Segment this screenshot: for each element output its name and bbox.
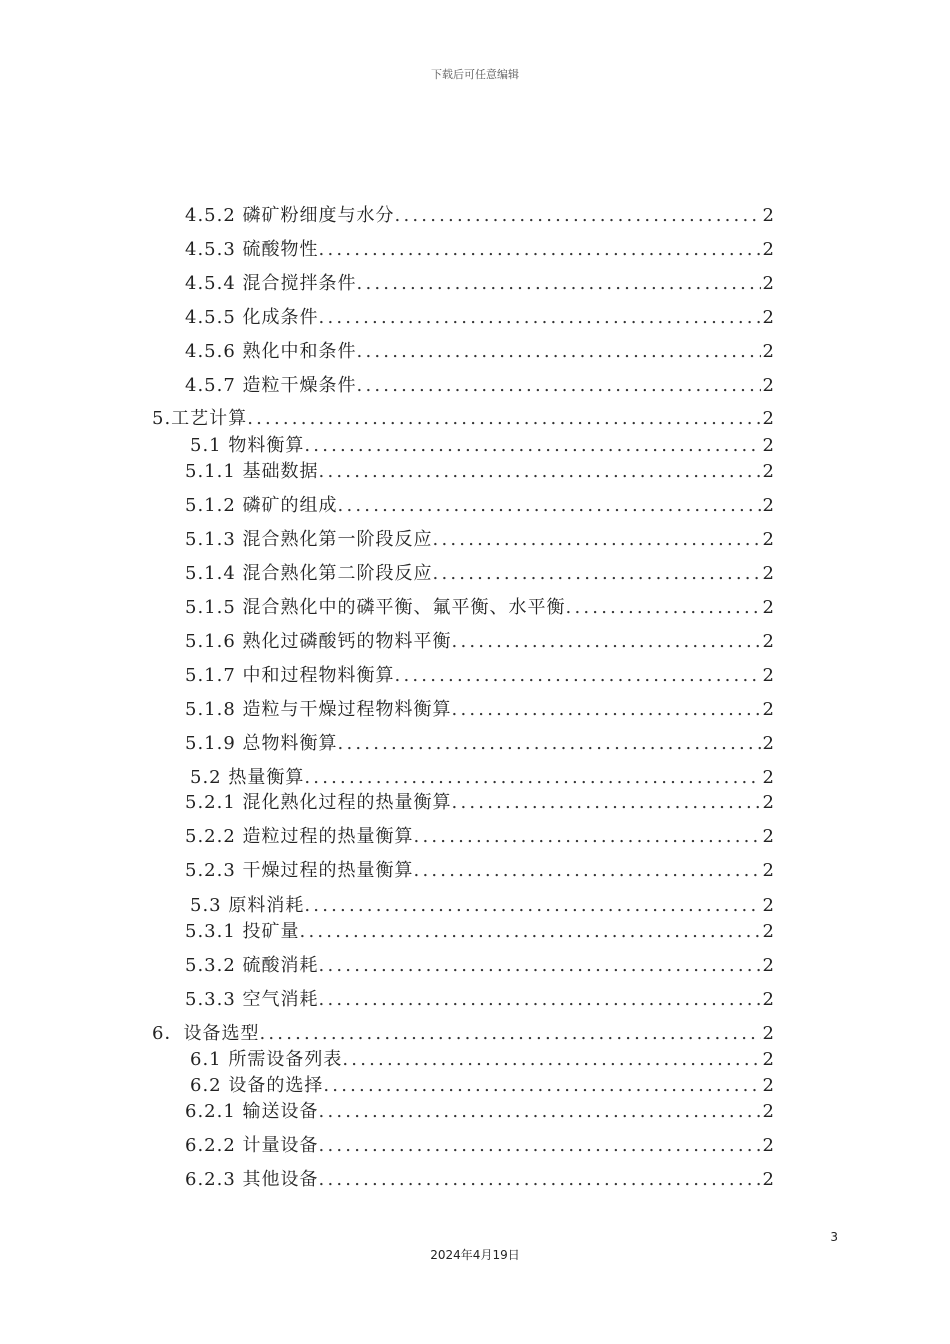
toc-entry-title: 5.1 物料衡算: [190, 435, 305, 456]
toc-entry[interactable]: [185, 860, 775, 882]
toc-entry-title: 6.2.2 计量设备: [185, 1135, 319, 1156]
toc-entry[interactable]: [185, 631, 775, 653]
toc-entry[interactable]: [185, 529, 775, 551]
toc-entry[interactable]: [185, 826, 775, 848]
toc-entry-page: 2: [762, 239, 775, 260]
footer-date: 2024年4月19日: [430, 1248, 520, 1262]
toc-entry[interactable]: [190, 767, 775, 789]
toc-leader-dots: [338, 495, 761, 517]
toc-leader-dots: [319, 1169, 761, 1191]
toc-entry-page: 2: [762, 1101, 775, 1122]
toc-entry-title: 4.5.5 化成条件: [185, 307, 319, 328]
toc-entry-page: 2: [762, 307, 775, 328]
toc-leader-dots: [433, 529, 761, 551]
toc-entry-title: 5.3.1 投矿量: [185, 921, 300, 942]
toc-entry-page: 2: [762, 955, 775, 976]
toc-entry-title: 5.1.6 熟化过磷酸钙的物料平衡: [185, 631, 452, 652]
toc-entry-page: 2: [762, 461, 775, 482]
toc-entry[interactable]: [190, 1075, 775, 1097]
toc-entry-page: 2: [762, 665, 775, 686]
toc-entry-page: 2: [762, 435, 775, 456]
toc-leader-dots: [319, 1101, 761, 1123]
toc-leader-dots: [566, 597, 761, 619]
toc-entry-page: 2: [762, 273, 775, 294]
toc-entry-page: 2: [762, 921, 775, 942]
toc-entry-title: 5.2.1 混化熟化过程的热量衡算: [185, 792, 452, 813]
toc-entry-title: 6.1 所需设备列表: [190, 1049, 343, 1070]
toc-leader-dots: [357, 375, 761, 397]
toc-leader-dots: [304, 895, 760, 917]
toc-leader-dots: [395, 665, 761, 687]
toc-entry-title: 5.2.3 干燥过程的热量衡算: [185, 860, 414, 881]
toc-entry-title: 6．设备选型: [152, 1023, 260, 1044]
toc-entry[interactable]: [185, 1101, 775, 1123]
toc-entry-title: 5.1.1 基础数据: [185, 461, 319, 482]
toc-leader-dots: [323, 1075, 760, 1097]
toc-entry[interactable]: [185, 205, 775, 227]
toc-entry[interactable]: [152, 1023, 775, 1045]
toc-entry-title: 4.5.4 混合搅拌条件: [185, 273, 357, 294]
toc-leader-dots: [319, 955, 761, 977]
toc-entry[interactable]: [185, 307, 775, 329]
toc-leader-dots: [338, 733, 761, 755]
toc-entry-page: 2: [762, 989, 775, 1010]
toc-entry-title: 6.2 设备的选择: [190, 1075, 324, 1096]
toc-entry-title: 6.2.3 其他设备: [185, 1169, 319, 1190]
toc-entry-title: 6.2.1 输送设备: [185, 1101, 319, 1122]
toc-leader-dots: [357, 341, 761, 363]
toc-leader-dots: [304, 435, 760, 457]
toc-leader-dots: [433, 563, 761, 585]
toc-entry-page: 2: [762, 767, 775, 788]
toc-entry-title: 5.1.2 磷矿的组成: [185, 495, 338, 516]
toc-entry[interactable]: [185, 1135, 775, 1157]
toc-leader-dots: [395, 205, 761, 227]
toc-entry[interactable]: [185, 921, 775, 943]
toc-entry-title: 5.1.9 总物料衡算: [185, 733, 338, 754]
toc-entry-page: 2: [762, 733, 775, 754]
toc-entry-title: 5.3 原料消耗: [190, 895, 305, 916]
toc-entry-title: 5.2 热量衡算: [190, 767, 305, 788]
toc-entry-page: 2: [762, 631, 775, 652]
toc-entry[interactable]: [152, 408, 775, 430]
toc-entry-title: 5.2.2 造粒过程的热量衡算: [185, 826, 414, 847]
toc-entry-page: 2: [762, 792, 775, 813]
toc-leader-dots: [319, 307, 761, 329]
toc-entry-page: 2: [762, 1049, 775, 1070]
toc-entry-title: 5.1.7 中和过程物料衡算: [185, 665, 395, 686]
toc-entry-page: 2: [762, 1135, 775, 1156]
toc-entry-title: 4.5.2 磷矿粉细度与水分: [185, 205, 395, 226]
toc-entry-page: 2: [762, 826, 775, 847]
toc-entry-page: 2: [762, 1075, 775, 1096]
toc-entry[interactable]: [190, 1049, 775, 1071]
toc-entry-title: 5.3.3 空气消耗: [185, 989, 319, 1010]
toc-entry[interactable]: [185, 273, 775, 295]
toc-entry-page: 2: [762, 563, 775, 584]
toc-entry[interactable]: [185, 989, 775, 1011]
toc-entry-title: 5.1.4 混合熟化第二阶段反应: [185, 563, 433, 584]
toc-leader-dots: [452, 792, 761, 814]
toc-leader-dots: [452, 631, 761, 653]
toc-leader-dots: [247, 408, 760, 430]
toc-entry-page: 2: [762, 408, 775, 429]
toc-entry-page: 2: [762, 341, 775, 362]
toc-leader-dots: [452, 699, 761, 721]
toc-leader-dots: [300, 921, 761, 943]
toc-entry[interactable]: [190, 895, 775, 917]
toc-entry-page: 2: [762, 895, 775, 916]
toc-entry[interactable]: [185, 239, 775, 261]
toc-entry[interactable]: [185, 665, 775, 687]
toc-entry[interactable]: [185, 563, 775, 585]
toc-leader-dots: [414, 860, 761, 882]
toc-entry-page: 2: [762, 1169, 775, 1190]
toc-entry-title: 5.1.3 混合熟化第一阶段反应: [185, 529, 433, 550]
toc-entry-page: 2: [762, 597, 775, 618]
toc-leader-dots: [319, 989, 761, 1011]
toc-entry-title: 5.工艺计算: [152, 408, 248, 429]
toc-entry-title: 4.5.6 熟化中和条件: [185, 341, 357, 362]
page-header: 下载后可任意编辑: [431, 68, 519, 81]
toc-entry[interactable]: [185, 1169, 775, 1191]
toc-entry[interactable]: [185, 792, 775, 814]
toc-entry[interactable]: [185, 597, 775, 619]
toc-entry[interactable]: [185, 733, 775, 755]
page-number: 3: [830, 1230, 838, 1244]
toc-entry[interactable]: [190, 435, 775, 457]
toc-leader-dots: [259, 1023, 760, 1045]
toc-entry-page: 2: [762, 205, 775, 226]
toc-entry-page: 2: [762, 1023, 775, 1044]
toc-entry[interactable]: [185, 699, 775, 721]
toc-entry-page: 2: [762, 495, 775, 516]
toc-entry[interactable]: [185, 955, 775, 977]
toc-entry-title: 5.1.5 混合熟化中的磷平衡、氟平衡、水平衡: [185, 597, 566, 618]
toc-entry[interactable]: [185, 461, 775, 483]
toc-entry[interactable]: [185, 341, 775, 363]
toc-entry[interactable]: [185, 495, 775, 517]
toc-leader-dots: [319, 239, 761, 261]
toc-entry-title: 5.1.8 造粒与干燥过程物料衡算: [185, 699, 452, 720]
toc-entry[interactable]: [185, 375, 775, 397]
toc-entry-title: 5.3.2 硫酸消耗: [185, 955, 319, 976]
toc-leader-dots: [319, 1135, 761, 1157]
toc-leader-dots: [319, 461, 761, 483]
toc-leader-dots: [304, 767, 760, 789]
toc-entry-page: 2: [762, 860, 775, 881]
toc-entry-title: 4.5.3 硫酸物性: [185, 239, 319, 260]
toc-entry-page: 2: [762, 699, 775, 720]
toc-entry-page: 2: [762, 375, 775, 396]
toc-entry-title: 4.5.7 造粒干燥条件: [185, 375, 357, 396]
toc-leader-dots: [357, 273, 761, 295]
toc-leader-dots: [414, 826, 761, 848]
toc-leader-dots: [342, 1049, 760, 1071]
toc-entry-page: 2: [762, 529, 775, 550]
